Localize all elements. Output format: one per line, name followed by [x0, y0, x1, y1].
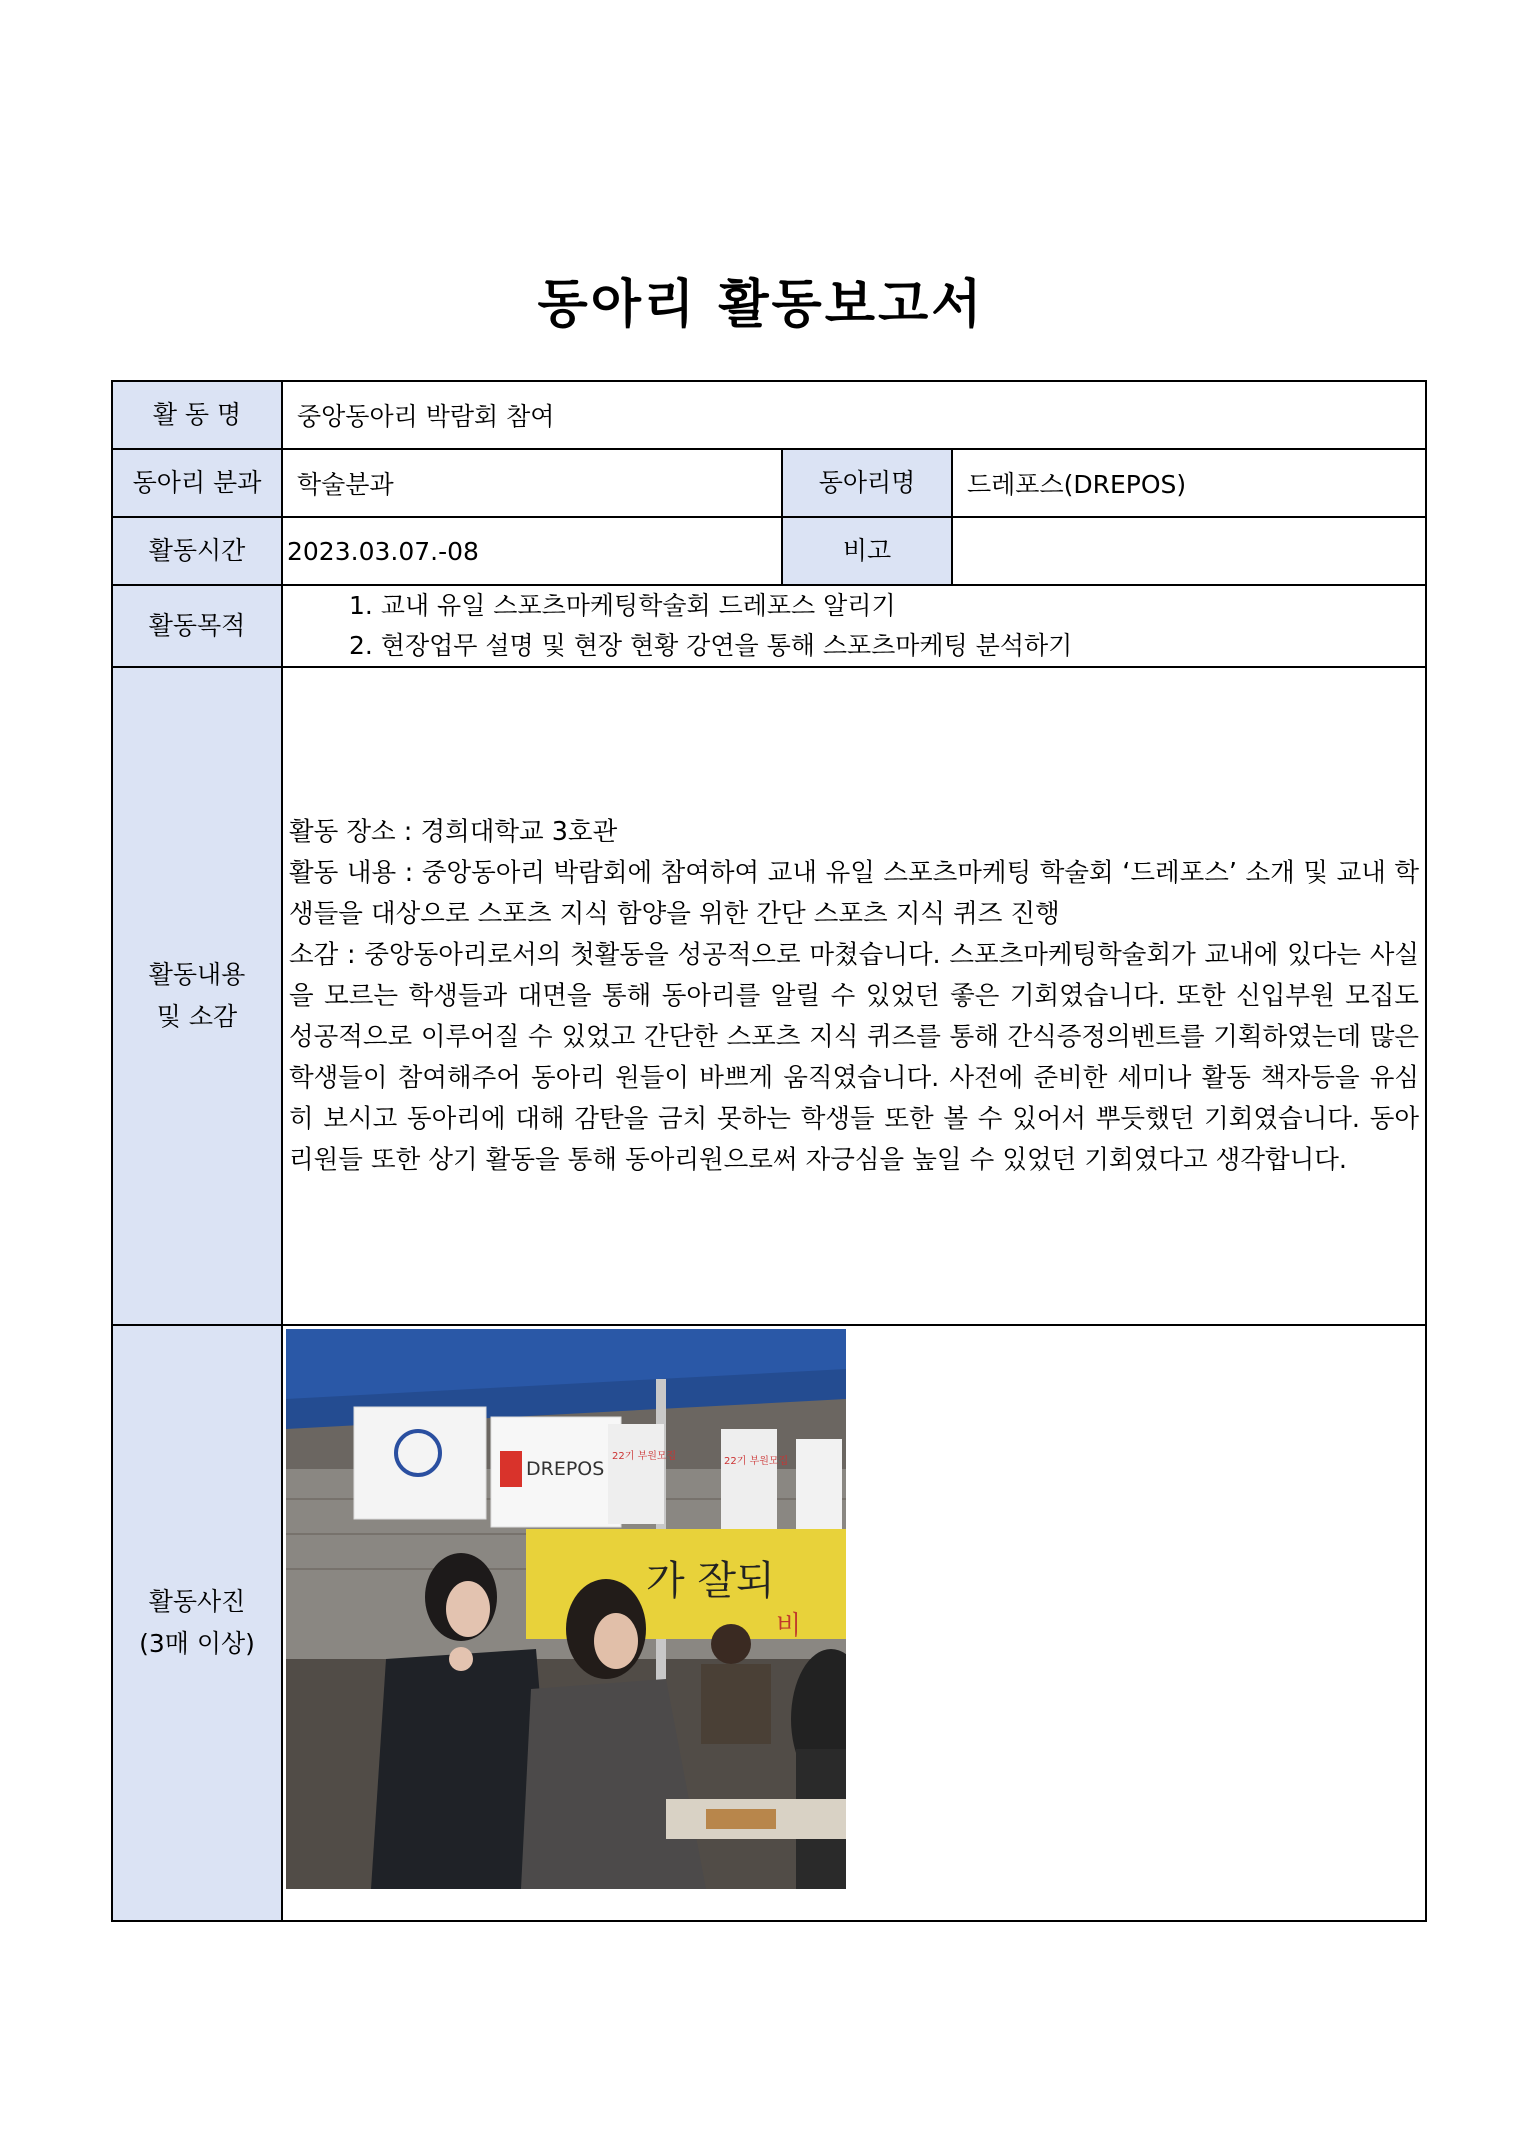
purpose-list — [283, 586, 1425, 666]
club-name-value: 드레포스(DREPOS) — [952, 449, 1426, 517]
row-purpose — [112, 585, 1426, 667]
photo-label-line1: 활동사진 — [148, 1587, 246, 1616]
poster-text: 22기 부원모집 — [724, 1456, 789, 1467]
purpose-value — [282, 585, 1426, 667]
content-impression: 소감 : 중앙동아리로서의 첫활동을 성공적으로 마쳤습니다. 스포츠마케팅학술회가 교내에 있다는 사실을 모르는 학생들과 대면을 통해 동아리를 알릴 수 있었던 좋은 기회였습니다. 또한 신입부원 모집도 성공적으로 이루어질 수 있었고 간단한 스포츠 지식 퀴즈를 통해 간식증정의벤트를 기획하였는데 많은 학생들이 참여해주어 동아리 원들이 바쁘게 움직였습니다. 사전에 준비한 세미나 활동 책자등을 유심히 보시고 동아리에 대해 감탄을 금치 못하는 학생들 또한 볼 수 있어서 뿌듯했던 기회였습니다. 동아리원들 또한 상기 활동을 통해 동아리원으로써 자긍심을 높일 수 있었던 기회였다고 생각합니다. — [289, 939, 1420, 1175]
row-club — [112, 449, 1426, 517]
banner-text: 가 잘되 — [646, 1558, 775, 1604]
content-label — [112, 667, 282, 1325]
note-label: 비고 — [782, 517, 952, 585]
activity-time-value: 2023.03.07.-08 — [282, 517, 782, 585]
activity-name-value: 중앙동아리 박람회 참여 — [282, 381, 1426, 449]
note-value — [952, 517, 1426, 585]
report-table — [111, 380, 1427, 1922]
content-text — [283, 692, 1425, 1301]
row-activity-name — [112, 381, 1426, 449]
purpose-item: 2. 현장업무 설명 및 현장 현황 강연을 통해 스포츠마케팅 분석하기 — [349, 631, 1073, 660]
row-photo — [112, 1325, 1426, 1921]
poster-text: 22기 부원모집 — [612, 1451, 677, 1462]
content-label-line1: 활동내용 — [148, 960, 246, 989]
banner-text-2: 비 — [776, 1611, 802, 1641]
row-content — [112, 667, 1426, 1325]
activity-time-label: 활동시간 — [112, 517, 282, 585]
content-details: 활동 내용 : 중앙동아리 박람회에 참여하여 교내 유일 스포츠마케팅 학술회 ‘드레포스’ 소개 및 교내 학생들을 대상으로 스포츠 지식 함양을 위한 간단 스포츠 지식 퀴즈 진행 — [289, 857, 1420, 929]
purpose-item: 1. 교내 유일 스포츠마케팅학술회 드레포스 알리기 — [349, 591, 896, 620]
activity-name-label: 활 동 명 — [112, 381, 282, 449]
club-category-label: 동아리 분과 — [112, 449, 282, 517]
club-name-label: 동아리명 — [782, 449, 952, 517]
photo-cell — [282, 1325, 1426, 1921]
photo-label — [112, 1325, 282, 1921]
sign-text: DREPOS — [526, 1458, 605, 1480]
purpose-label: 활동목적 — [112, 585, 282, 667]
activity-photo-illustration — [286, 1329, 846, 1889]
club-category-value: 학술분과 — [282, 449, 782, 517]
content-value — [282, 667, 1426, 1325]
row-time — [112, 517, 1426, 585]
activity-photo — [286, 1329, 846, 1889]
photo-label-line2: (3매 이상) — [139, 1629, 255, 1658]
content-label-line2: 및 소감 — [156, 1002, 238, 1031]
document-title: 동아리 활동보고서 — [537, 275, 985, 335]
content-place: 활동 장소 : 경희대학교 3호관 — [289, 816, 618, 847]
